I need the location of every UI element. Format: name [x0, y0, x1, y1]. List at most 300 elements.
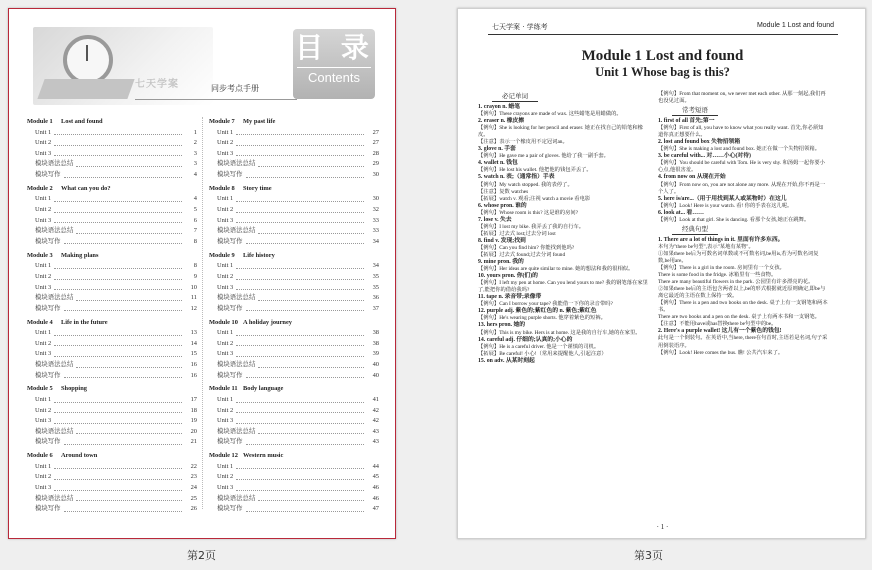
toc-entry[interactable] — [209, 483, 379, 494]
toc-leader-dots — [64, 437, 182, 445]
toc-entry[interactable] — [209, 170, 379, 181]
entry-text: 【例句】Can you find him? 你能找到他吗? — [478, 244, 575, 251]
toc-entry-label: Unit 1 — [217, 128, 234, 136]
toc-page-number: 42 — [372, 417, 379, 425]
toc-entry[interactable] — [209, 427, 379, 438]
vocab-entry: 11. tape n. 录音带;录像带 — [478, 294, 542, 301]
toc-entry[interactable] — [209, 272, 379, 283]
toc-page-number: 17 — [190, 396, 197, 404]
toc-entry-label: Unit 1 — [35, 462, 52, 470]
toc-entry[interactable] — [27, 237, 197, 248]
vocab-entry: 13. hers pron. 她的 — [478, 322, 526, 329]
toc-entry[interactable] — [27, 138, 197, 149]
toc-page-number: 30 — [372, 195, 379, 203]
toc-page-number: 39 — [372, 350, 379, 358]
toc-page-number: 40 — [372, 371, 379, 379]
section-heading: 经典句型 — [672, 225, 718, 235]
entry-text: 【例句】There is a girl in the room. 房间里有一个女孩。 — [658, 264, 785, 271]
toc-module-number: Module 12 — [209, 452, 238, 460]
toc-leader-dots — [236, 205, 364, 213]
toc-entry-label: Unit 3 — [35, 149, 52, 157]
entry-text: 【例句】Look at that girl. She is dancing. 看那个女孩,她正在跳舞。 — [658, 216, 810, 223]
entry-text: There is some food in the fridge. 冰箱里有一些食物。 — [658, 272, 777, 279]
toc-entry[interactable] — [27, 293, 197, 304]
vocab-entry: 3. glove n. 手套 — [478, 146, 516, 153]
unit-title: Unit 1 Whose bag is this? — [595, 65, 730, 79]
toc-entry[interactable] — [27, 149, 197, 160]
toc-entry-label: Unit 1 — [35, 128, 52, 136]
toc-leader-dots — [54, 272, 182, 280]
toc-leader-dots — [258, 293, 364, 301]
toc-leader-dots — [258, 159, 364, 167]
entry-text: 【注意】不能用have或has替换there be句型中的be。 — [658, 321, 777, 328]
toc-page-number: 12 — [190, 304, 197, 312]
toc-module-number: Module 7 — [209, 118, 235, 125]
toc-leader-dots — [246, 237, 364, 245]
toc-leader-dots — [64, 304, 182, 312]
toc-entry-label: Unit 2 — [217, 272, 234, 280]
toc-page-number: 22 — [190, 462, 197, 470]
toc-entry[interactable] — [209, 395, 379, 406]
toc-module-number: Module 9 — [209, 251, 235, 259]
toc-page-number: 40 — [372, 360, 379, 368]
toc-entry[interactable] — [209, 472, 379, 483]
vocab-entry: 2. Here's a purple wallet! 这儿有一个紫色的钱包! — [658, 328, 782, 335]
toc-entry[interactable] — [209, 328, 379, 339]
toc-entry[interactable] — [209, 371, 379, 382]
toc-entry-label: Unit 1 — [35, 396, 52, 404]
toc-entry[interactable] — [209, 293, 379, 304]
toc-page-number: 33 — [372, 216, 379, 224]
toc-entry-label: 模块写作 — [35, 170, 61, 178]
toc-page-number: 36 — [372, 294, 379, 302]
toc-entry[interactable] — [27, 283, 197, 294]
toc-module-title: Life in the future — [61, 318, 108, 326]
toc-leader-dots — [54, 216, 182, 224]
toc-page-number: 24 — [190, 484, 197, 492]
toc-leader-dots — [54, 149, 182, 157]
toc-leader-dots — [76, 159, 182, 167]
toc-module-title: Lost and found — [61, 118, 103, 125]
toc-module-heading — [27, 318, 197, 329]
toc-entry[interactable] — [209, 406, 379, 417]
toc-page-number: 3 — [193, 160, 197, 168]
toc-page-number: 29 — [372, 160, 379, 168]
toc-entry-label: 模块语法总结 — [217, 227, 256, 235]
entry-text: 【例句】He's wearing purple shorts. 他穿着紫色的短裤。 — [478, 315, 606, 322]
toc-page-number: 15 — [190, 350, 197, 358]
toc-page[interactable] — [8, 8, 396, 539]
toc-entry[interactable] — [27, 226, 197, 237]
entry-text: 【例句】My watch stopped. 我的表停了。 — [478, 181, 573, 188]
entry-text: 【例句】There is a pen and two books on the desk. 桌子上有一支钢笔和两本书。 — [658, 300, 828, 314]
toc-entry[interactable] — [209, 339, 379, 350]
toc-leader-dots — [236, 339, 364, 347]
toc-module-heading — [209, 251, 379, 262]
vocab-entry: 15. on adv. 从某时刻起 — [478, 357, 535, 364]
toc-leader-dots — [54, 395, 182, 403]
vocab-entry: 4. wallet n. 钱包 — [478, 160, 518, 167]
toc-page-number: 18 — [190, 406, 197, 414]
toc-entry[interactable] — [209, 237, 379, 248]
toc-entry[interactable] — [209, 149, 379, 160]
toc-entry-label: Unit 2 — [217, 339, 234, 347]
running-head-right: Module 1 Lost and found — [756, 22, 834, 29]
vocab-entry: 12. purple adj. 紫色的;紫红色的 n. 紫色;紫红色 — [478, 308, 597, 315]
toc-module-title: Around town — [61, 452, 98, 460]
entry-text: ①如果there be后为可数名词单数或不可数名词,be用is,若为可数名词复数,be用are。 — [658, 250, 819, 264]
vocab-entry: 2. eraser n. 橡皮擦 — [478, 118, 525, 125]
toc-leader-dots — [246, 170, 364, 178]
toc-leader-dots — [236, 472, 364, 480]
toc-entry-label: Unit 1 — [217, 329, 234, 337]
toc-module-heading — [209, 451, 379, 462]
entry-text: 【注意】表示一个橡皮用不定冠词an。 — [478, 139, 568, 146]
toc-page-number: 8 — [193, 237, 197, 245]
toc-entry[interactable] — [209, 205, 379, 216]
toc-entry-label: Unit 3 — [217, 149, 234, 157]
toc-entry-label: 模块语法总结 — [217, 294, 256, 302]
toc-page-number: 19 — [190, 417, 197, 425]
toc-entry[interactable] — [27, 272, 197, 283]
toc-leader-dots — [236, 194, 364, 202]
toc-entry[interactable] — [27, 472, 197, 483]
toc-leader-dots — [258, 226, 364, 234]
toc-left-column — [27, 117, 197, 515]
entry-text: 【例句】From now on, you are not alone any more. 从现在开始,你不再是一个人了。 — [658, 181, 826, 195]
entry-text: 【例句】She is looking for her pencil and eraser. 她正在找自己的铅笔和橡皮。 — [478, 125, 643, 139]
toc-leader-dots — [54, 261, 182, 269]
toc-entry-label: Unit 2 — [35, 272, 52, 280]
toc-entry[interactable] — [27, 462, 197, 473]
toc-module-heading — [209, 184, 379, 195]
toc-page-number: 27 — [372, 128, 379, 136]
toc-module-title: Shopping — [61, 385, 87, 393]
toc-entry[interactable] — [27, 304, 197, 315]
toc-entry-label: 模块写作 — [35, 438, 61, 446]
toc-entry[interactable] — [209, 128, 379, 139]
entry-text: 【例句】He gave me a pair of gloves. 他给了我一副手套。 — [478, 153, 609, 160]
toc-page-number: 10 — [190, 283, 197, 291]
entry-text: 【例句】These crayons are made of wax. 这些蜡笔是用蜡做的。 — [478, 111, 622, 118]
toc-leader-dots — [236, 283, 364, 291]
toc-leader-dots — [64, 237, 182, 245]
toc-entry-label: Unit 3 — [217, 283, 234, 291]
toc-module-heading — [27, 117, 197, 128]
toc-leader-dots — [54, 138, 182, 146]
toc-entry[interactable] — [209, 437, 379, 448]
toc-entry-label: Unit 3 — [217, 417, 234, 425]
toc-leader-dots — [64, 170, 182, 178]
toc-entry-label: Unit 3 — [217, 216, 234, 224]
vocab-entry: 5. watch n. 表;（通常指）手表 — [478, 174, 555, 181]
toc-leader-dots — [236, 349, 364, 357]
toc-leader-dots — [54, 462, 182, 470]
toc-module-number: Module 5 — [27, 385, 53, 393]
toc-entry[interactable] — [27, 371, 197, 382]
entry-text: 【拓展】watch v. 观看;注视 watch a movie 看电影 — [478, 195, 591, 202]
toc-entry-label: Unit 2 — [217, 406, 234, 414]
vocab-entry: 14. careful adj. 仔细的;认真的;小心的 — [478, 336, 573, 343]
toc-page-number: 44 — [372, 462, 379, 470]
entry-text: ②如果there be后的主语包含两者以上,be的形式根据就近原则确定,即be与离它最近的主语在数上保持一致。 — [658, 286, 826, 300]
toc-page-number: 38 — [372, 339, 379, 347]
toc-entry[interactable] — [27, 205, 197, 216]
page-label-3: 第3页 — [634, 549, 663, 562]
vocab-entry: 6. look at... 看…… — [658, 209, 704, 216]
toc-leader-dots — [236, 216, 364, 224]
toc-module-number: Module 1 — [27, 118, 53, 125]
toc-entry[interactable] — [27, 406, 197, 417]
contents-title-en: Contents — [297, 67, 371, 88]
toc-leader-dots — [236, 416, 364, 424]
entry-text: 【拓展】过去式 found;过去分词 found — [478, 251, 566, 258]
toc-module-heading — [27, 451, 197, 462]
lesson-left-column — [478, 91, 648, 365]
toc-leader-dots — [236, 138, 364, 146]
toc-entry[interactable] — [27, 416, 197, 427]
toc-page-number: 32 — [372, 206, 379, 214]
toc-entry[interactable] — [27, 494, 197, 505]
toc-entry[interactable] — [27, 427, 197, 438]
toc-leader-dots — [54, 406, 182, 414]
toc-page-number: 4 — [193, 170, 197, 178]
toc-entry[interactable] — [209, 494, 379, 505]
toc-entry-label: 模块语法总结 — [217, 360, 256, 368]
toc-module-title: Life history — [243, 251, 275, 259]
toc-entry[interactable] — [27, 395, 197, 406]
toc-entry[interactable] — [27, 437, 197, 448]
vocab-entry: 3. be careful with... 对……小心(对待) — [658, 153, 751, 160]
toc-page-number: 35 — [372, 283, 379, 291]
toc-module-title: A holiday journey — [243, 318, 293, 326]
toc-leader-dots — [258, 427, 364, 435]
module-title: Module 1 Lost and found — [581, 48, 744, 64]
toc-page-number: 21 — [190, 438, 197, 446]
toc-module-title: Story time — [243, 184, 272, 192]
toc-leader-dots — [246, 371, 364, 379]
page-label-2: 第2页 — [187, 549, 216, 562]
toc-entry-label: 模块语法总结 — [35, 294, 74, 302]
books-icon — [37, 79, 134, 99]
toc-module-number: Module 10 — [209, 318, 238, 326]
toc-page-number: 3 — [193, 149, 197, 157]
toc-entry[interactable] — [209, 226, 379, 237]
toc-page-number: 16 — [190, 371, 197, 379]
toc-entry[interactable] — [27, 194, 197, 205]
toc-leader-dots — [64, 504, 182, 512]
toc-entry-label: 模块写作 — [217, 371, 243, 379]
toc-page-number: 7 — [193, 227, 197, 235]
toc-leader-dots — [236, 128, 364, 136]
toc-leader-dots — [246, 437, 364, 445]
toc-entry[interactable] — [27, 216, 197, 227]
section-heading: 常考短语 — [672, 106, 718, 116]
toc-leader-dots — [236, 328, 364, 336]
toc-entry-label: Unit 3 — [35, 484, 52, 492]
entry-text: 【拓展】过去式 lost;过去分词 lost — [478, 230, 556, 237]
toc-page-number: 13 — [190, 329, 197, 337]
alarm-clock-icon — [63, 35, 113, 85]
toc-entry[interactable] — [209, 360, 379, 371]
toc-entry-label: 模块语法总结 — [217, 160, 256, 168]
toc-page-number: 6 — [193, 216, 197, 224]
lesson-right-column — [658, 91, 828, 357]
toc-entry[interactable] — [209, 283, 379, 294]
entry-text: 【例句】Whose room is this? 这是谁的房间? — [478, 209, 579, 216]
handbook-subtitle: 同步考点手册 — [211, 84, 259, 93]
entry-text: 【例句】I left my pen at home. Can you lend yours to me? 我的钢笔落在家里了,能把你的借给我吗? — [478, 280, 648, 294]
toc-entry-label: 模块写作 — [217, 438, 243, 446]
entry-text: 【例句】He lost his wallet. 他把他的钱包弄丢了。 — [478, 167, 592, 174]
toc-page-number: 46 — [372, 494, 379, 502]
toc-entry-label: Unit 3 — [217, 484, 234, 492]
toc-module-heading — [27, 384, 197, 395]
toc-page-number: 34 — [372, 262, 379, 270]
toc-page-number: 35 — [372, 272, 379, 280]
toc-page-number: 37 — [372, 304, 379, 312]
toc-page-number: 1 — [193, 128, 197, 136]
toc-leader-dots — [54, 416, 182, 424]
toc-leader-dots — [236, 149, 364, 157]
toc-module-heading — [27, 184, 197, 195]
entry-text: 【注意】复数 watches — [478, 188, 529, 195]
entry-text: 【例句】From that moment on, we never met each other. 从那一刻起,我们再也没见过面。 — [658, 91, 826, 105]
toc-entry[interactable] — [209, 416, 379, 427]
toc-leader-dots — [54, 194, 182, 202]
toc-entry-label: Unit 1 — [35, 262, 52, 270]
toc-page-number: 45 — [372, 473, 379, 481]
toc-module-number: Module 11 — [209, 385, 238, 393]
toc-page-number: 2 — [193, 139, 197, 147]
toc-module-number: Module 6 — [27, 452, 53, 460]
vocab-entry: 2. lost and found box 失物招领箱 — [658, 139, 741, 146]
toc-module-heading — [209, 318, 379, 329]
toc-entry-label: 模块写作 — [217, 505, 243, 513]
toc-entry-label: Unit 1 — [217, 396, 234, 404]
toc-leader-dots — [236, 272, 364, 280]
toc-entry[interactable] — [27, 339, 197, 350]
toc-leader-dots — [54, 339, 182, 347]
toc-leader-dots — [236, 483, 364, 491]
toc-entry-label: Unit 2 — [35, 139, 52, 147]
toc-page-number: 28 — [372, 149, 379, 157]
toc-entry[interactable] — [209, 138, 379, 149]
toc-entry-label: Unit 2 — [217, 139, 234, 147]
vocab-entry: 1. There are a lot of things in it. 里面有许多东西。 — [658, 236, 784, 243]
toc-leader-dots — [54, 483, 182, 491]
toc-entry-label: Unit 3 — [35, 417, 52, 425]
page-number: · 1 · — [656, 523, 669, 531]
toc-module-heading — [209, 384, 379, 395]
toc-page-number: 20 — [190, 427, 197, 435]
toc-leader-dots — [76, 360, 182, 368]
toc-entry[interactable] — [209, 159, 379, 170]
toc-entry[interactable] — [27, 170, 197, 181]
toc-entry-label: Unit 3 — [217, 350, 234, 358]
toc-page-number: 41 — [372, 396, 379, 404]
vocab-entry: 1. crayon n. 蜡笔 — [478, 104, 521, 110]
toc-entry-label: 模块语法总结 — [35, 360, 74, 368]
vocab-entry: 5. here is/are...（用于用找到某人或某物时）在这儿 — [658, 195, 787, 202]
toc-entry[interactable] — [27, 261, 197, 272]
toc-page-number: 9 — [193, 272, 197, 280]
toc-entry-label: Unit 2 — [217, 206, 234, 214]
toc-entry[interactable] — [27, 159, 197, 170]
toc-module-number: Module 8 — [209, 184, 235, 192]
entry-text: 此句是一个倒装句。在英语中,当here, there在句首时,主语若是名词,句子采用倒装语序。 — [658, 335, 828, 349]
toc-module-number: Module 3 — [27, 251, 53, 259]
toc-leader-dots — [54, 283, 182, 291]
toc-entry-label: 模块写作 — [217, 304, 243, 312]
contents-badge — [293, 29, 375, 99]
toc-leader-dots — [76, 494, 182, 502]
toc-entry-label: Unit 1 — [217, 262, 234, 270]
toc-page-number: 34 — [372, 237, 379, 245]
toc-leader-dots — [236, 462, 364, 470]
toc-page-number: 43 — [372, 427, 379, 435]
column-divider — [202, 117, 203, 509]
toc-entry-label: 模块写作 — [217, 170, 243, 178]
toc-entry[interactable] — [27, 128, 197, 139]
running-head — [488, 22, 838, 35]
toc-leader-dots — [258, 360, 364, 368]
running-head-left: 七天学案 · 学练考 — [492, 23, 548, 31]
entry-text: There are two books and a pen on the desk. 桌子上有两本书和一支钢笔。 — [658, 314, 820, 321]
toc-entry[interactable] — [209, 261, 379, 272]
toc-page-number: 16 — [190, 360, 197, 368]
toc-page-number: 26 — [190, 505, 197, 513]
toc-entry-label: 模块写作 — [35, 505, 61, 513]
toc-entry[interactable] — [27, 360, 197, 371]
toc-leader-dots — [76, 226, 182, 234]
toc-leader-dots — [64, 371, 182, 379]
entry-text: 本句为"there be句型",表示"某地有某物"。 — [658, 243, 754, 250]
toc-page-number: 23 — [190, 473, 197, 481]
toc-entry-label: Unit 2 — [35, 473, 52, 481]
toc-entry[interactable] — [27, 504, 197, 515]
toc-module-number: Module 2 — [27, 184, 53, 192]
toc-entry[interactable] — [209, 504, 379, 515]
toc-entry[interactable] — [27, 349, 197, 360]
toc-module-title: Western music — [243, 452, 284, 460]
toc-entry[interactable] — [27, 328, 197, 339]
contents-title-cn: 目 录 — [295, 31, 373, 64]
section-heading: 必记单词 — [492, 92, 538, 102]
toc-entry-label: 模块语法总结 — [35, 227, 74, 235]
toc-module-title: My past life — [243, 118, 276, 125]
entry-text: 【例句】I lost my bike. 我弄丢了我的自行车。 — [478, 223, 585, 230]
entry-text: 【例句】This is my bike. Hers is at home. 这是我的自行车,她的在家里。 — [478, 329, 641, 336]
toc-entry[interactable] — [209, 462, 379, 473]
toc-entry[interactable] — [27, 483, 197, 494]
toc-leader-dots — [76, 293, 182, 301]
toc-leader-dots — [54, 205, 182, 213]
toc-page-number: 47 — [372, 505, 379, 513]
vocab-entry: 9. mine pron. 我的 — [478, 259, 524, 266]
toc-module-title: Making plans — [61, 251, 99, 259]
toc-page-number: 33 — [372, 227, 379, 235]
lesson-page[interactable] — [457, 8, 866, 539]
toc-page-number: 8 — [193, 262, 197, 270]
toc-entry-label: Unit 1 — [217, 462, 234, 470]
toc-entry[interactable] — [209, 349, 379, 360]
vocab-entry: 7. lose v. 失去 — [478, 216, 512, 223]
toc-entry[interactable] — [209, 194, 379, 205]
toc-entry[interactable] — [209, 216, 379, 227]
toc-entry[interactable] — [209, 304, 379, 315]
toc-page-number: 27 — [372, 139, 379, 147]
